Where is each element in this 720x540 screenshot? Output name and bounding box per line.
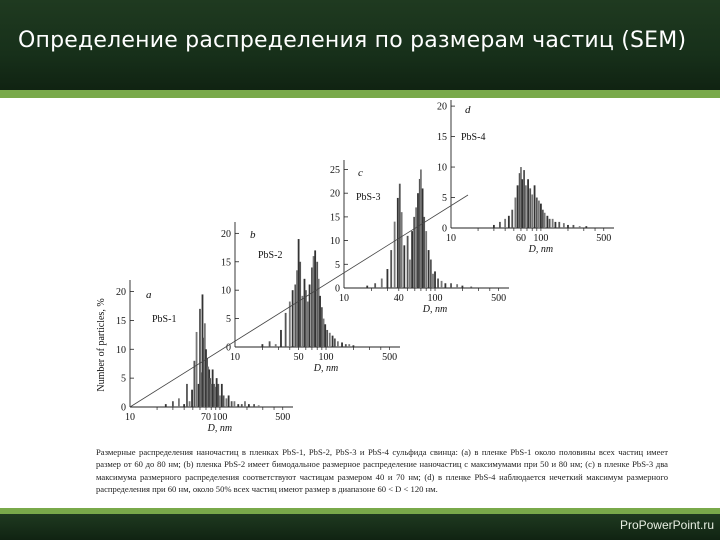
- histogram-bar: [299, 262, 301, 347]
- histogram-bar: [217, 384, 219, 407]
- histogram-bar: [387, 269, 389, 288]
- x-axis-label: D, nm: [313, 363, 339, 374]
- histogram-bar: [324, 324, 326, 347]
- histogram-bar: [228, 395, 230, 407]
- histogram-bar: [366, 286, 368, 288]
- panel-letter: b: [250, 229, 256, 241]
- histogram-bar: [196, 332, 198, 407]
- figure-caption: Размерные распределения наночастиц в пленках PbS-1, PbS-2, PbS-3 и PbS-4 сульфида свинца: (a) в пленке PbS-1 около половины всех частиц имеет размер от 60 до 80 нм; (b) пленка PbS-2 имеет бимодальное размерное распределение наночастиц с максимумами при 50 и 80 нм; (c) в пленке PbS-3 два максимума размерного распределения соответствуют частицам размером 40 и 70 нм; (d) в пленке PbS-4 наблюдается нечеткий максимум размерного распределения при 60 нм, около 50% всех частиц имеют размер в диапазоне 60 < D < 120 нм.: [96, 447, 668, 495]
- histogram-bar: [552, 219, 554, 228]
- histogram-bar: [401, 212, 403, 288]
- histogram-bar: [573, 225, 575, 228]
- histogram-bar: [585, 226, 587, 228]
- panel-sample-label: PbS-4: [461, 132, 486, 143]
- histogram-bar: [381, 279, 383, 288]
- histogram-bar: [337, 341, 339, 347]
- histogram-bar: [514, 198, 516, 228]
- histogram-bar: [189, 401, 191, 407]
- histogram-bar: [280, 330, 282, 347]
- histogram-bar: [428, 250, 430, 288]
- y-tick-label: 10: [437, 162, 447, 174]
- panel-letter: a: [146, 289, 152, 301]
- histogram-bar: [430, 260, 432, 288]
- histogram-bar: [540, 204, 542, 228]
- histogram-bar: [450, 283, 452, 288]
- slide-footer: [0, 514, 720, 540]
- histogram-bar: [504, 219, 506, 228]
- histogram-bar: [216, 378, 218, 407]
- histogram-bar: [253, 404, 255, 407]
- histogram-bar: [294, 285, 296, 348]
- histogram-bar: [225, 398, 227, 407]
- histogram-bar: [531, 194, 533, 228]
- histogram-bar: [521, 179, 523, 228]
- histogram-bar: [183, 404, 185, 407]
- perspective-line: [130, 195, 468, 407]
- histogram-bar: [374, 283, 376, 288]
- panel-sample-label: PbS-1: [152, 314, 177, 325]
- histogram-bar: [517, 185, 519, 228]
- histogram-bar: [499, 222, 501, 228]
- histogram-bar: [493, 225, 495, 228]
- histogram-bar: [417, 193, 419, 288]
- histogram-bar: [319, 296, 321, 347]
- y-tick-label: 25: [330, 164, 340, 176]
- histogram-bar: [544, 213, 546, 228]
- histogram-bar: [437, 279, 439, 288]
- histogram-bar: [441, 281, 443, 288]
- histogram-bar: [296, 270, 298, 347]
- histogram-bar: [248, 404, 250, 407]
- histogram-bar: [172, 401, 174, 407]
- histogram-panel-d: [437, 100, 614, 255]
- y-tick-label: 20: [221, 228, 231, 240]
- histogram-bar: [326, 330, 328, 347]
- histogram-bar: [321, 307, 323, 347]
- y-tick-label: 15: [437, 132, 447, 144]
- panel-sample-label: PbS-3: [356, 192, 381, 203]
- histogram-bar: [462, 286, 464, 288]
- y-tick-label: 0: [226, 342, 231, 354]
- histogram-bar: [332, 336, 334, 347]
- histogram-bar: [237, 404, 239, 407]
- x-tick-label: 10: [446, 233, 456, 244]
- histogram-bar: [241, 404, 243, 407]
- histogram-bar: [415, 207, 417, 288]
- x-tick-label: 100: [427, 293, 443, 304]
- y-tick-label: 5: [121, 373, 126, 385]
- histogram-bar: [555, 222, 557, 228]
- histogram-panel-a: [116, 280, 293, 434]
- histogram-bar: [394, 222, 396, 288]
- y-tick-label: 5: [335, 259, 340, 271]
- x-tick-label: 100: [318, 352, 334, 363]
- histogram-bar: [432, 274, 434, 288]
- histogram-bar: [411, 231, 413, 288]
- y-tick-label: 5: [442, 193, 447, 205]
- histogram-bar: [508, 216, 510, 228]
- histogram-bar: [527, 179, 529, 228]
- x-tick-label: 10: [339, 293, 349, 304]
- histogram-panel-c: [330, 160, 509, 315]
- histogram-bar: [345, 344, 347, 347]
- y-tick-label: 10: [221, 285, 231, 297]
- histogram-bar: [221, 384, 223, 407]
- panel-letter: d: [465, 104, 471, 116]
- histogram-bar: [567, 225, 569, 228]
- histogram-bar: [234, 401, 236, 407]
- histogram-bar: [511, 210, 513, 228]
- histogram-bar: [403, 245, 405, 288]
- y-tick-label: 15: [221, 257, 231, 269]
- y-tick-label: 0: [335, 283, 340, 295]
- x-tick-label: 50: [293, 352, 304, 363]
- x-tick-label: 500: [596, 233, 612, 244]
- y-tick-label: 0: [121, 402, 126, 414]
- histogram-bar: [193, 361, 195, 407]
- y-tick-label: 15: [330, 212, 340, 224]
- histogram-bar: [334, 338, 336, 347]
- histogram-bar: [546, 216, 548, 228]
- histogram-bar: [323, 319, 325, 347]
- histogram-bar: [178, 398, 180, 407]
- histogram-bar: [563, 223, 565, 228]
- histogram-bar: [223, 395, 225, 407]
- histogram-bar: [314, 250, 316, 347]
- histogram-bar: [353, 345, 355, 347]
- y-tick-label: 5: [226, 314, 231, 326]
- x-tick-label: 500: [491, 293, 507, 304]
- histogram-bar: [425, 231, 427, 288]
- y-tick-label: 10: [330, 236, 340, 248]
- histogram-bar: [313, 256, 315, 347]
- brand-watermark: ProPowerPoint.ru: [619, 518, 714, 532]
- histogram-bar: [434, 271, 436, 288]
- x-tick-label: 500: [275, 412, 291, 423]
- histogram-bar: [341, 342, 343, 347]
- histogram-bar: [470, 287, 472, 288]
- x-tick-label: 10: [125, 412, 135, 423]
- histogram-bar: [420, 169, 422, 288]
- y-tick-label: 20: [437, 101, 447, 113]
- histogram-bar: [422, 188, 424, 288]
- histogram-bar: [298, 239, 300, 347]
- y-tick-label: 20: [116, 287, 126, 299]
- histogram-bar: [305, 290, 307, 347]
- histogram-bar: [285, 313, 287, 347]
- x-tick-label: 10: [230, 352, 240, 363]
- histogram-bar: [423, 217, 425, 288]
- histogram-bar: [523, 170, 525, 228]
- histogram-bar: [413, 217, 415, 288]
- histogram-bar: [536, 198, 538, 228]
- histogram-bar: [579, 226, 581, 228]
- histogram-bar: [191, 390, 193, 407]
- x-tick-label: 60: [515, 233, 526, 244]
- histogram-bar: [292, 290, 294, 347]
- histogram-bar: [269, 341, 271, 347]
- y-tick-label: 10: [116, 344, 126, 356]
- histogram-bar: [390, 250, 392, 288]
- histogram-bar: [311, 267, 313, 347]
- histogram-bar: [549, 219, 551, 228]
- histogram-bar: [456, 284, 458, 288]
- histogram-bar: [529, 188, 531, 228]
- histogram-bar: [231, 401, 233, 407]
- histogram-bar: [399, 184, 401, 288]
- x-tick-label: 500: [382, 352, 398, 363]
- histogram-bar: [307, 302, 309, 347]
- histogram-bar: [301, 296, 303, 347]
- histogram-bar: [397, 198, 399, 288]
- y-tick-label: 15: [116, 315, 126, 327]
- histogram-bar: [409, 260, 411, 288]
- histogram-bar: [258, 405, 260, 407]
- x-axis-label: D, nm: [528, 244, 554, 255]
- histogram-panel-b: [221, 222, 400, 374]
- y-tick-label: 0: [442, 223, 447, 235]
- histogram-bar: [219, 395, 221, 407]
- histogram-bar: [165, 404, 167, 407]
- histogram-bar: [542, 210, 544, 228]
- histogram-bar: [534, 185, 536, 228]
- slide-title: Определение распределения по размерам частиц (SEM): [18, 28, 687, 53]
- histogram-bar: [289, 302, 291, 347]
- figure-y-axis-label: Number of particles, %: [96, 298, 107, 392]
- histogram-bar: [275, 344, 277, 347]
- histogram-bar: [444, 283, 446, 288]
- histogram-bar: [407, 236, 409, 288]
- histogram-bar: [525, 185, 527, 228]
- x-tick-label: 100: [533, 233, 549, 244]
- histogram-bar: [186, 384, 188, 407]
- histogram-bar: [329, 333, 331, 347]
- histogram-bar: [558, 222, 560, 228]
- histogram-bar: [538, 201, 540, 228]
- y-tick-label: 20: [330, 188, 340, 200]
- panel-sample-label: PbS-2: [258, 250, 283, 261]
- histogram-bar: [261, 344, 263, 347]
- histogram-bar: [348, 344, 350, 347]
- histogram-bar: [244, 401, 246, 407]
- panel-letter: c: [358, 167, 363, 179]
- x-axis-label: D, nm: [207, 423, 233, 434]
- x-tick-label: 100: [212, 412, 228, 423]
- x-tick-label: 40: [393, 293, 404, 304]
- x-axis-label: D, nm: [422, 304, 448, 315]
- x-tick-label: 70: [200, 412, 211, 423]
